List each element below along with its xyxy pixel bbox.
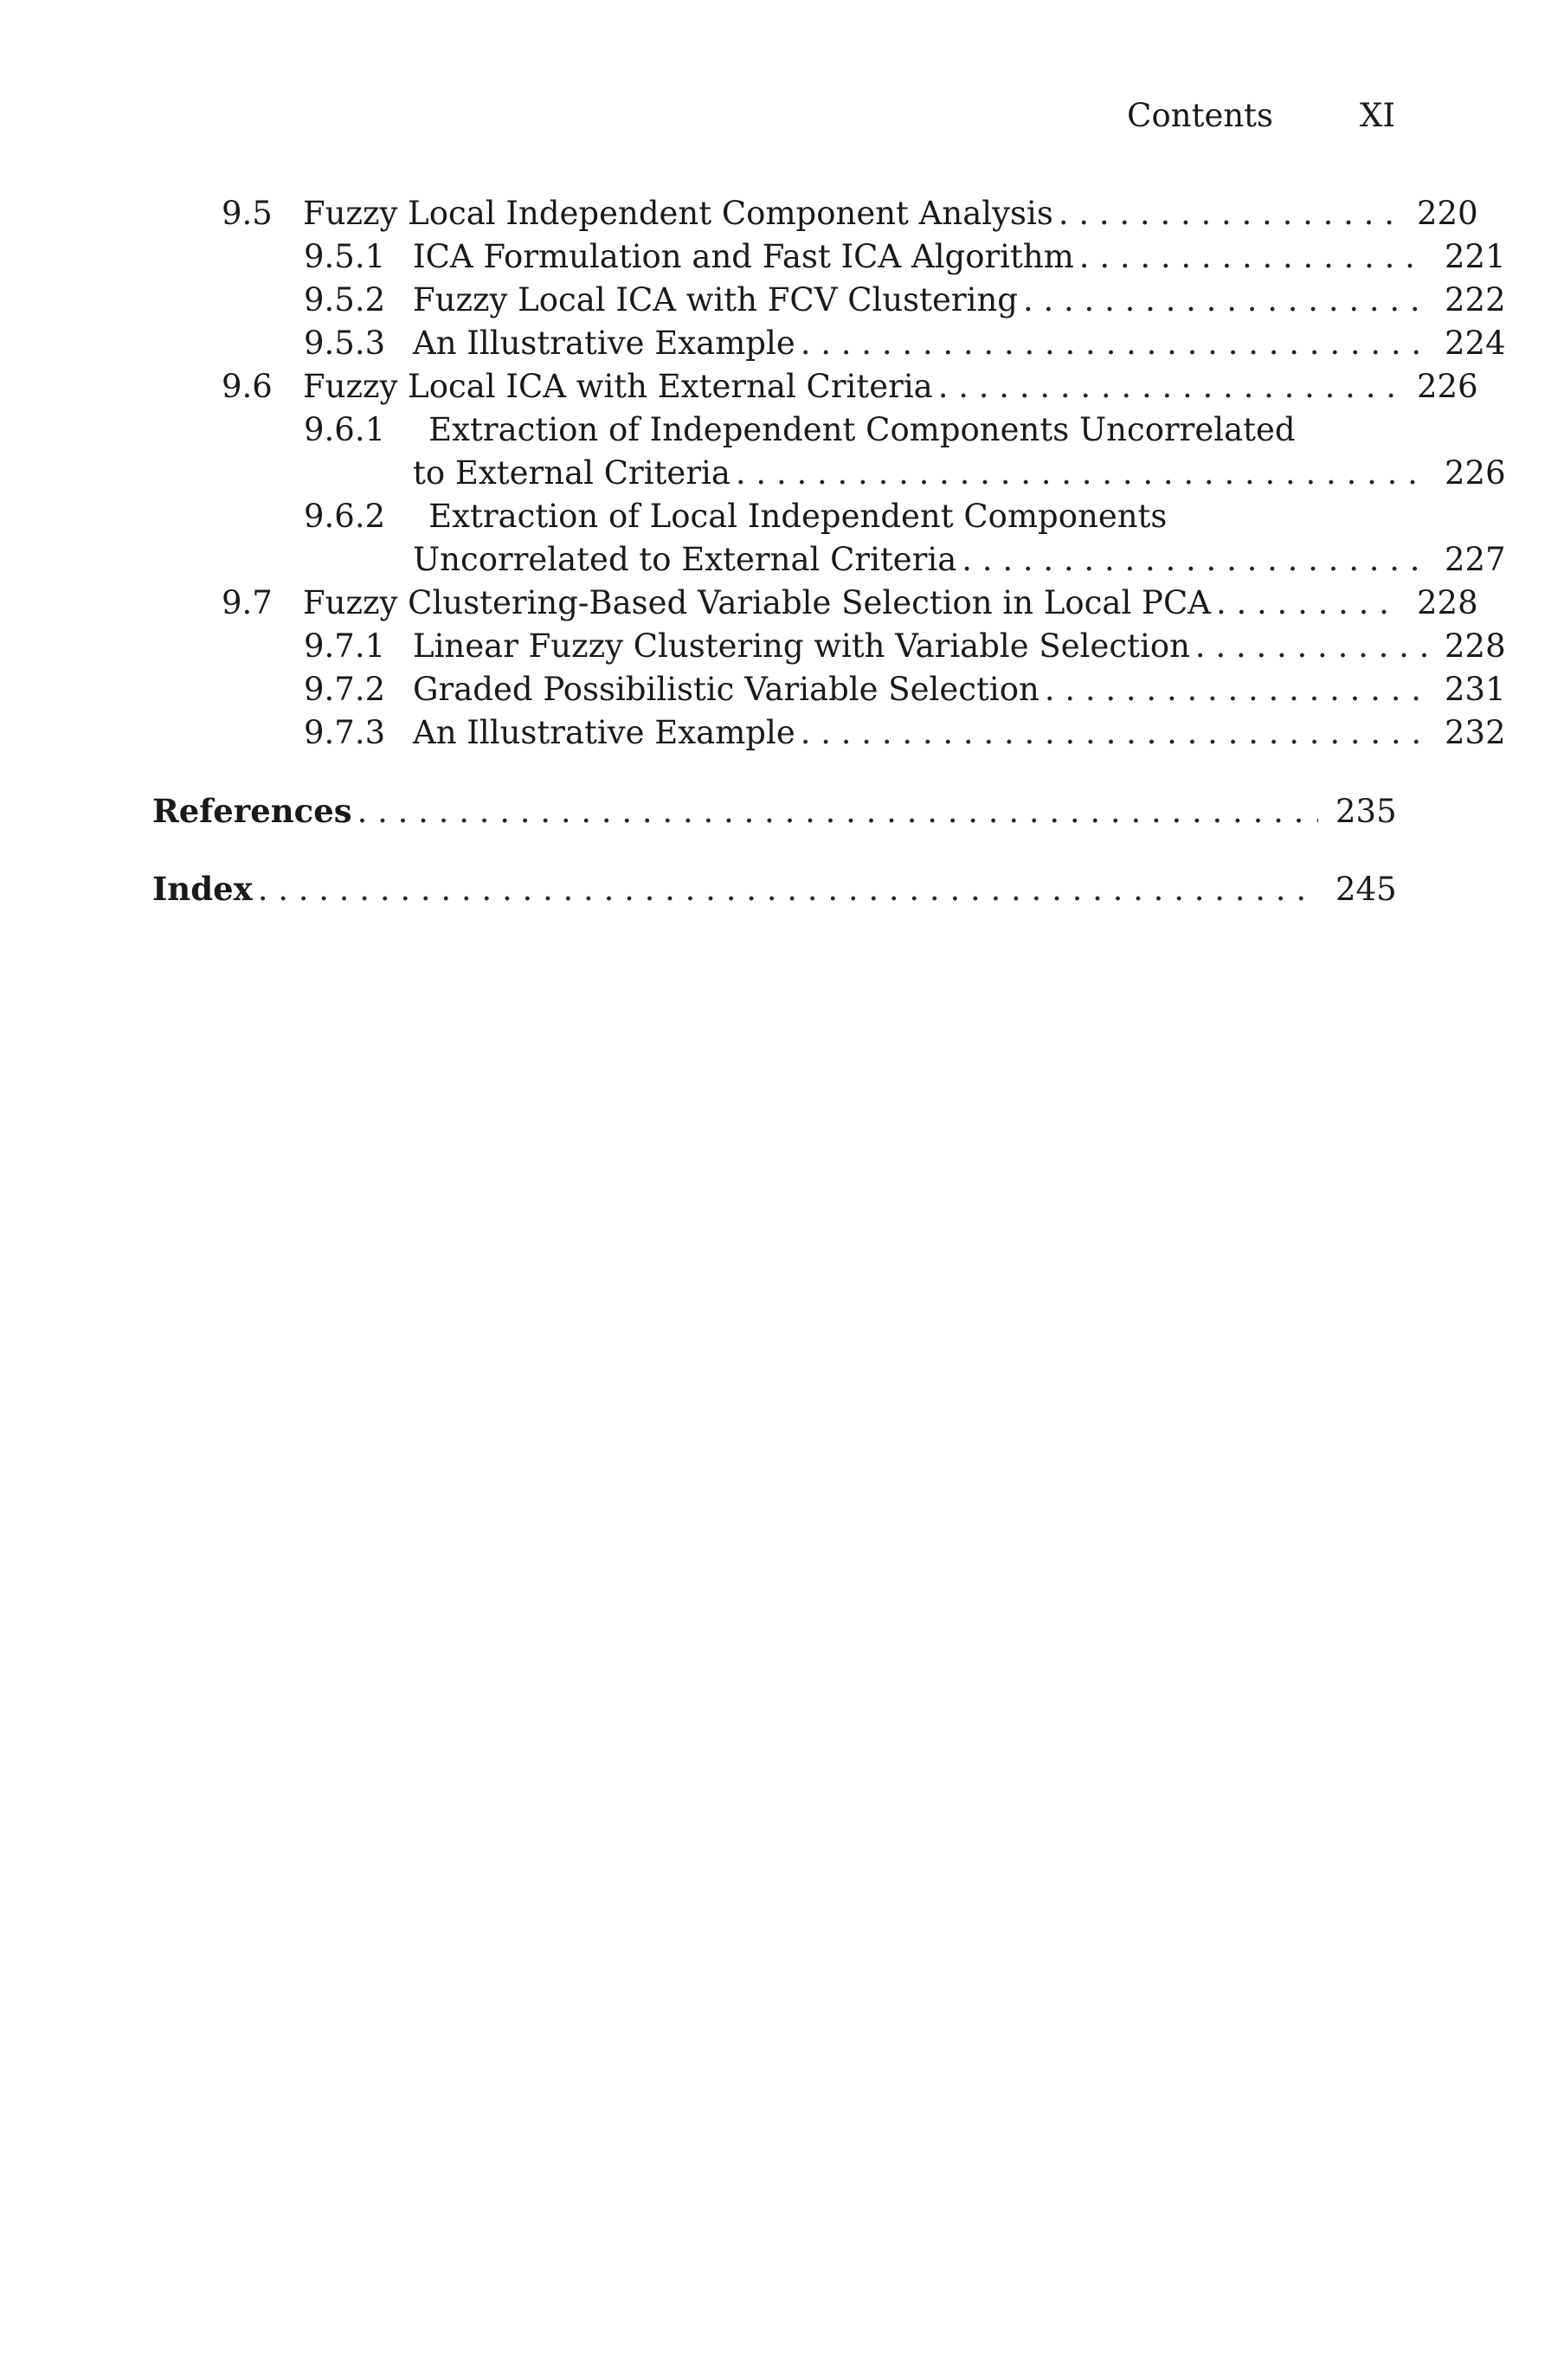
toc-entry-9-6-2-first-line[interactable] bbox=[304, 495, 1167, 538]
toc-entry-9-6-1[interactable] bbox=[304, 452, 1506, 495]
toc-entry-page: 228 bbox=[1445, 627, 1506, 665]
toc-entry-number: 9.7.1 bbox=[304, 627, 386, 665]
toc-entry-number: 9.5.2 bbox=[304, 281, 386, 318]
toc-entry-9-5-3[interactable] bbox=[304, 322, 1506, 365]
toc-entry-number: 9.7.2 bbox=[304, 671, 386, 708]
toc-entry-number: 9.6.2 bbox=[304, 498, 386, 535]
toc-entry-page: 228 bbox=[1417, 584, 1478, 621]
toc-entry-number: 9.6.1 bbox=[304, 411, 386, 448]
toc-entry-title: ICA Formulation and Fast ICA Algorithm bbox=[413, 238, 1074, 275]
toc-entry-title: Linear Fuzzy Clustering with Variable Selection bbox=[413, 627, 1190, 665]
dot-leader bbox=[1045, 668, 1427, 711]
dot-leader bbox=[1023, 279, 1427, 322]
running-head-title: Contents bbox=[1127, 97, 1274, 134]
toc-entry-9-7-2[interactable] bbox=[304, 668, 1506, 711]
toc-entry-9-7[interactable] bbox=[222, 582, 1478, 625]
toc-entry-number: 9.7.3 bbox=[304, 714, 386, 751]
toc-entry-title-line1: Extraction of Local Independent Components bbox=[428, 498, 1168, 535]
toc-entry-page: 226 bbox=[1417, 368, 1478, 405]
toc-entry-page: 245 bbox=[1335, 871, 1397, 908]
dot-leader bbox=[258, 868, 1318, 911]
toc-entry-number: 9.5 bbox=[222, 195, 273, 232]
toc-entry-title: An Illustrative Example bbox=[413, 714, 795, 751]
toc-entry-title: Index bbox=[152, 870, 253, 908]
toc-entry-9-7-1[interactable] bbox=[304, 625, 1506, 668]
dot-leader bbox=[1059, 192, 1400, 235]
toc-entry-page: 231 bbox=[1445, 671, 1506, 708]
toc-entry-page: 227 bbox=[1445, 541, 1506, 578]
dot-leader bbox=[801, 711, 1427, 755]
toc-entry-title: to External Criteria bbox=[413, 454, 730, 492]
dot-leader bbox=[962, 538, 1427, 582]
toc-entry-page: 224 bbox=[1445, 325, 1506, 362]
dot-leader bbox=[801, 322, 1427, 365]
toc-entry-index[interactable] bbox=[152, 867, 1396, 911]
toc-entry-title: References bbox=[152, 792, 352, 830]
toc-entry-9-5-1[interactable] bbox=[304, 235, 1506, 279]
toc-entry-9-5-2[interactable] bbox=[304, 279, 1506, 322]
dot-leader bbox=[736, 452, 1427, 495]
toc-entry-page: 235 bbox=[1335, 793, 1397, 830]
toc-entry-number: 9.5.3 bbox=[304, 325, 386, 362]
dot-leader bbox=[1195, 625, 1427, 668]
toc-entry-title: An Illustrative Example bbox=[413, 325, 795, 362]
toc-entry-title: Fuzzy Local ICA with External Criteria bbox=[303, 368, 933, 405]
toc-entry-page: 226 bbox=[1445, 454, 1506, 492]
dot-leader bbox=[1079, 235, 1427, 279]
toc-entry-page: 232 bbox=[1445, 714, 1506, 751]
running-head bbox=[1127, 97, 1395, 134]
dot-leader bbox=[357, 790, 1318, 833]
toc-entry-title-line1: Extraction of Independent Components Uncorrelated bbox=[428, 411, 1296, 448]
toc-entry-title: Graded Possibilistic Variable Selection bbox=[413, 671, 1039, 708]
toc-entry-page: 222 bbox=[1445, 281, 1506, 318]
toc-entry-9-7-3[interactable] bbox=[304, 711, 1506, 755]
toc-entry-title: Fuzzy Local ICA with FCV Clustering bbox=[413, 281, 1018, 318]
dot-leader bbox=[938, 365, 1400, 408]
toc-entry-title: Uncorrelated to External Criteria bbox=[413, 541, 957, 578]
toc-entry-9-6[interactable] bbox=[222, 365, 1478, 408]
running-head-page-number: XI bbox=[1360, 97, 1395, 134]
toc-entry-9-6-2[interactable] bbox=[304, 538, 1506, 582]
toc-entry-9-6-1-first-line[interactable] bbox=[304, 408, 1296, 452]
toc-entry-9-5[interactable] bbox=[222, 192, 1478, 235]
toc-entry-number: 9.5.1 bbox=[304, 238, 386, 275]
toc-entry-title: Fuzzy Local Independent Component Analysis bbox=[303, 195, 1053, 232]
toc-entry-number: 9.7 bbox=[222, 584, 273, 621]
toc-entry-page: 220 bbox=[1417, 195, 1478, 232]
toc-entry-references[interactable] bbox=[152, 789, 1396, 833]
toc-entry-page: 221 bbox=[1445, 238, 1506, 275]
toc-entry-number: 9.6 bbox=[222, 368, 273, 405]
toc-entry-title: Fuzzy Clustering-Based Variable Selection in Local PCA bbox=[303, 584, 1211, 621]
dot-leader bbox=[1216, 582, 1400, 625]
